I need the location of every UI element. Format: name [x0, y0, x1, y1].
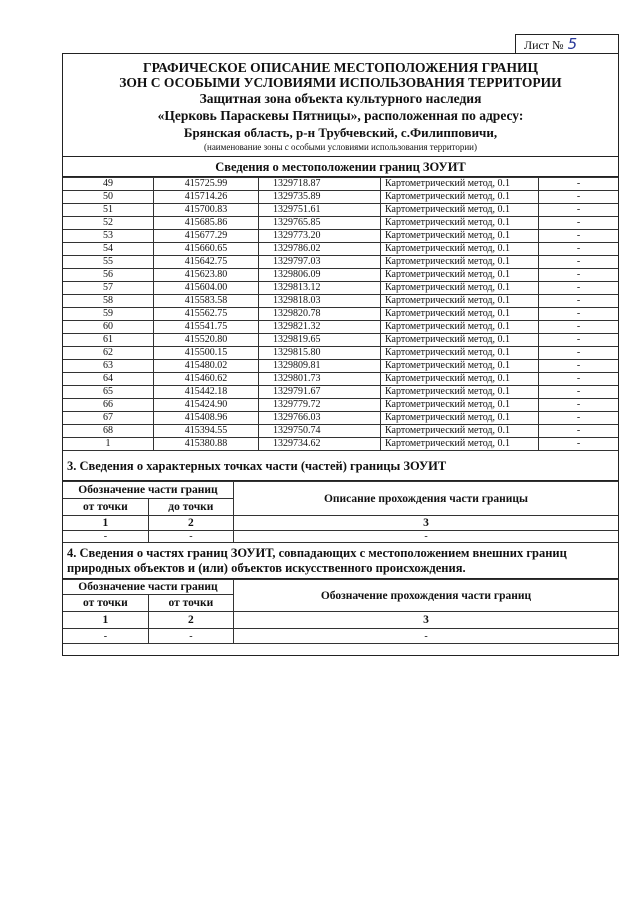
coord-y: 1329797.03	[259, 256, 381, 269]
s3-dash-1: -	[63, 531, 148, 543]
s4-dash-2: -	[148, 629, 233, 644]
point-number: 55	[63, 256, 154, 269]
table-row	[63, 373, 618, 386]
coord-y: 1329791.67	[259, 386, 381, 399]
method: Картометрический метод, 0.1	[381, 243, 539, 256]
coord-y: 1329735.89	[259, 191, 381, 204]
section-3-title: 3. Сведения о характерных точках части (частей) границы ЗОУИТ	[63, 451, 618, 481]
coord-y: 1329809.81	[259, 360, 381, 373]
point-number: 51	[63, 204, 154, 217]
note: -	[539, 438, 619, 451]
coord-x: 415562.75	[154, 308, 259, 321]
method: Картометрический метод, 0.1	[381, 360, 539, 373]
coord-y: 1329818.03	[259, 295, 381, 308]
method: Картометрический метод, 0.1	[381, 347, 539, 360]
note: -	[539, 386, 619, 399]
table-row	[63, 438, 618, 451]
section-4-title: 4. Сведения о частях границ ЗОУИТ, совпадающих с местоположением внешних границ природных объектов и (или) объектов искусственного происхождения.	[63, 543, 618, 579]
coord-x: 415442.18	[154, 386, 259, 399]
note: -	[539, 282, 619, 295]
coord-x: 415480.02	[154, 360, 259, 373]
document-frame	[62, 53, 619, 656]
s4-desc-header: Обозначение прохождения части границ	[234, 580, 619, 612]
coord-y: 1329806.09	[259, 269, 381, 282]
point-number: 1	[63, 438, 154, 451]
coordinates-table-body	[63, 178, 618, 451]
point-number: 57	[63, 282, 154, 295]
method: Картометрический метод, 0.1	[381, 386, 539, 399]
point-number: 56	[63, 269, 154, 282]
method: Картометрический метод, 0.1	[381, 191, 539, 204]
note: -	[539, 295, 619, 308]
point-number: 60	[63, 321, 154, 334]
table-row	[63, 191, 618, 204]
table-row	[63, 334, 618, 347]
table-row	[63, 347, 618, 360]
zone-line-1: Защитная зона объекта культурного наследия	[199, 91, 482, 106]
coord-y: 1329801.73	[259, 373, 381, 386]
point-number: 59	[63, 308, 154, 321]
coord-x: 415380.88	[154, 438, 259, 451]
s3-group-header: Обозначение части границ	[63, 482, 234, 499]
note: -	[539, 230, 619, 243]
note: -	[539, 191, 619, 204]
s4-col-to: от точки	[148, 595, 233, 612]
s4-num-1: 1	[63, 612, 148, 629]
s3-num-1: 1	[63, 516, 148, 531]
table-row	[63, 243, 618, 256]
coord-x: 415714.26	[154, 191, 259, 204]
coordinates-table	[63, 177, 618, 451]
method: Картометрический метод, 0.1	[381, 256, 539, 269]
method: Картометрический метод, 0.1	[381, 230, 539, 243]
note: -	[539, 217, 619, 230]
method: Картометрический метод, 0.1	[381, 321, 539, 334]
method: Картометрический метод, 0.1	[381, 217, 539, 230]
coord-y: 1329718.87	[259, 178, 381, 191]
coord-y: 1329820.78	[259, 308, 381, 321]
point-number: 50	[63, 191, 154, 204]
method: Картометрический метод, 0.1	[381, 425, 539, 438]
point-number: 64	[63, 373, 154, 386]
coord-x: 415725.99	[154, 178, 259, 191]
point-number: 49	[63, 178, 154, 191]
coord-y: 1329766.03	[259, 412, 381, 425]
coord-x: 415700.83	[154, 204, 259, 217]
note: -	[539, 360, 619, 373]
coord-y: 1329765.85	[259, 217, 381, 230]
method: Картометрический метод, 0.1	[381, 204, 539, 217]
zone-line-2: «Церковь Параскевы Пятницы», расположенная по адресу:	[157, 108, 524, 123]
method: Картометрический метод, 0.1	[381, 295, 539, 308]
s3-dash-2: -	[148, 531, 233, 543]
table-row	[63, 425, 618, 438]
s4-num-2: 2	[148, 612, 233, 629]
point-number: 67	[63, 412, 154, 425]
table-row	[63, 217, 618, 230]
point-number: 63	[63, 360, 154, 373]
table-row	[63, 321, 618, 334]
note: -	[539, 256, 619, 269]
s4-dash-3: -	[234, 629, 619, 644]
zone-line-3: Брянская область, р-н Трубчевский, с.Филипповичи,	[183, 125, 498, 140]
note: -	[539, 243, 619, 256]
s4-num-3: 3	[234, 612, 619, 629]
coord-x: 415424.90	[154, 399, 259, 412]
sheet-number-box	[515, 34, 619, 53]
table-row	[63, 295, 618, 308]
table-row	[63, 230, 618, 243]
coord-y: 1329815.80	[259, 347, 381, 360]
coord-x: 415623.80	[154, 269, 259, 282]
coord-y: 1329821.32	[259, 321, 381, 334]
s4-col-from: от точки	[63, 595, 148, 612]
table-row	[63, 360, 618, 373]
table-row	[63, 256, 618, 269]
note: -	[539, 425, 619, 438]
method: Картометрический метод, 0.1	[381, 269, 539, 282]
section-4-table	[63, 579, 618, 644]
coord-x: 415500.15	[154, 347, 259, 360]
sheet-number: 5	[567, 35, 578, 53]
title-line-1: ГРАФИЧЕСКОЕ ОПИСАНИЕ МЕСТОПОЛОЖЕНИЯ ГРАНИЦ	[142, 60, 539, 75]
method: Картометрический метод, 0.1	[381, 373, 539, 386]
coord-x: 415604.00	[154, 282, 259, 295]
coord-y: 1329779.72	[259, 399, 381, 412]
s3-num-2: 2	[148, 516, 233, 531]
note: -	[539, 347, 619, 360]
method: Картометрический метод, 0.1	[381, 438, 539, 451]
document-header	[63, 54, 618, 157]
point-number: 58	[63, 295, 154, 308]
coord-x: 415685.86	[154, 217, 259, 230]
coord-x: 415583.58	[154, 295, 259, 308]
method: Картометрический метод, 0.1	[381, 334, 539, 347]
coord-x: 415520.80	[154, 334, 259, 347]
coord-y: 1329773.20	[259, 230, 381, 243]
coord-x: 415460.62	[154, 373, 259, 386]
title-line-2: ЗОН С ОСОБЫМИ УСЛОВИЯМИ ИСПОЛЬЗОВАНИЯ ТЕРРИТОРИИ	[119, 75, 562, 90]
s3-col-from: от точки	[63, 499, 148, 516]
method: Картометрический метод, 0.1	[381, 178, 539, 191]
note: -	[539, 399, 619, 412]
sheet-label: Лист №	[524, 38, 564, 52]
coord-x: 415541.75	[154, 321, 259, 334]
table-row	[63, 282, 618, 295]
section-3-table	[63, 481, 618, 543]
note: -	[539, 321, 619, 334]
method: Картометрический метод, 0.1	[381, 399, 539, 412]
note: -	[539, 412, 619, 425]
point-number: 66	[63, 399, 154, 412]
s3-num-3: 3	[234, 516, 619, 531]
method: Картометрический метод, 0.1	[381, 308, 539, 321]
table-row	[63, 386, 618, 399]
coord-y: 1329786.02	[259, 243, 381, 256]
table-row	[63, 269, 618, 282]
s4-dash-1: -	[63, 629, 148, 644]
point-number: 54	[63, 243, 154, 256]
s3-dash-3: -	[234, 531, 619, 543]
point-number: 62	[63, 347, 154, 360]
coord-x: 415660.65	[154, 243, 259, 256]
note: -	[539, 269, 619, 282]
s3-desc-header: Описание прохождения части границы	[234, 482, 619, 516]
note: -	[539, 334, 619, 347]
method: Картометрический метод, 0.1	[381, 412, 539, 425]
note: -	[539, 308, 619, 321]
note: -	[539, 204, 619, 217]
table-row	[63, 308, 618, 321]
table-row	[63, 399, 618, 412]
point-number: 68	[63, 425, 154, 438]
point-number: 65	[63, 386, 154, 399]
section-2-title: Сведения о местоположении границ ЗОУИТ	[63, 157, 618, 177]
point-number: 53	[63, 230, 154, 243]
coord-y: 1329750.74	[259, 425, 381, 438]
method: Картометрический метод, 0.1	[381, 282, 539, 295]
point-number: 52	[63, 217, 154, 230]
coord-x: 415394.55	[154, 425, 259, 438]
s4-group-header: Обозначение части границ	[63, 580, 234, 595]
zone-caption: (наименование зоны с особыми условиями использования территории)	[204, 142, 477, 152]
coord-x: 415677.29	[154, 230, 259, 243]
table-row	[63, 412, 618, 425]
note: -	[539, 178, 619, 191]
s3-col-to: до точки	[148, 499, 233, 516]
coord-x: 415408.96	[154, 412, 259, 425]
coord-y: 1329734.62	[259, 438, 381, 451]
coord-y: 1329819.65	[259, 334, 381, 347]
table-row	[63, 204, 618, 217]
coord-x: 415642.75	[154, 256, 259, 269]
point-number: 61	[63, 334, 154, 347]
table-row	[63, 178, 618, 191]
note: -	[539, 373, 619, 386]
coord-y: 1329813.12	[259, 282, 381, 295]
coord-y: 1329751.61	[259, 204, 381, 217]
